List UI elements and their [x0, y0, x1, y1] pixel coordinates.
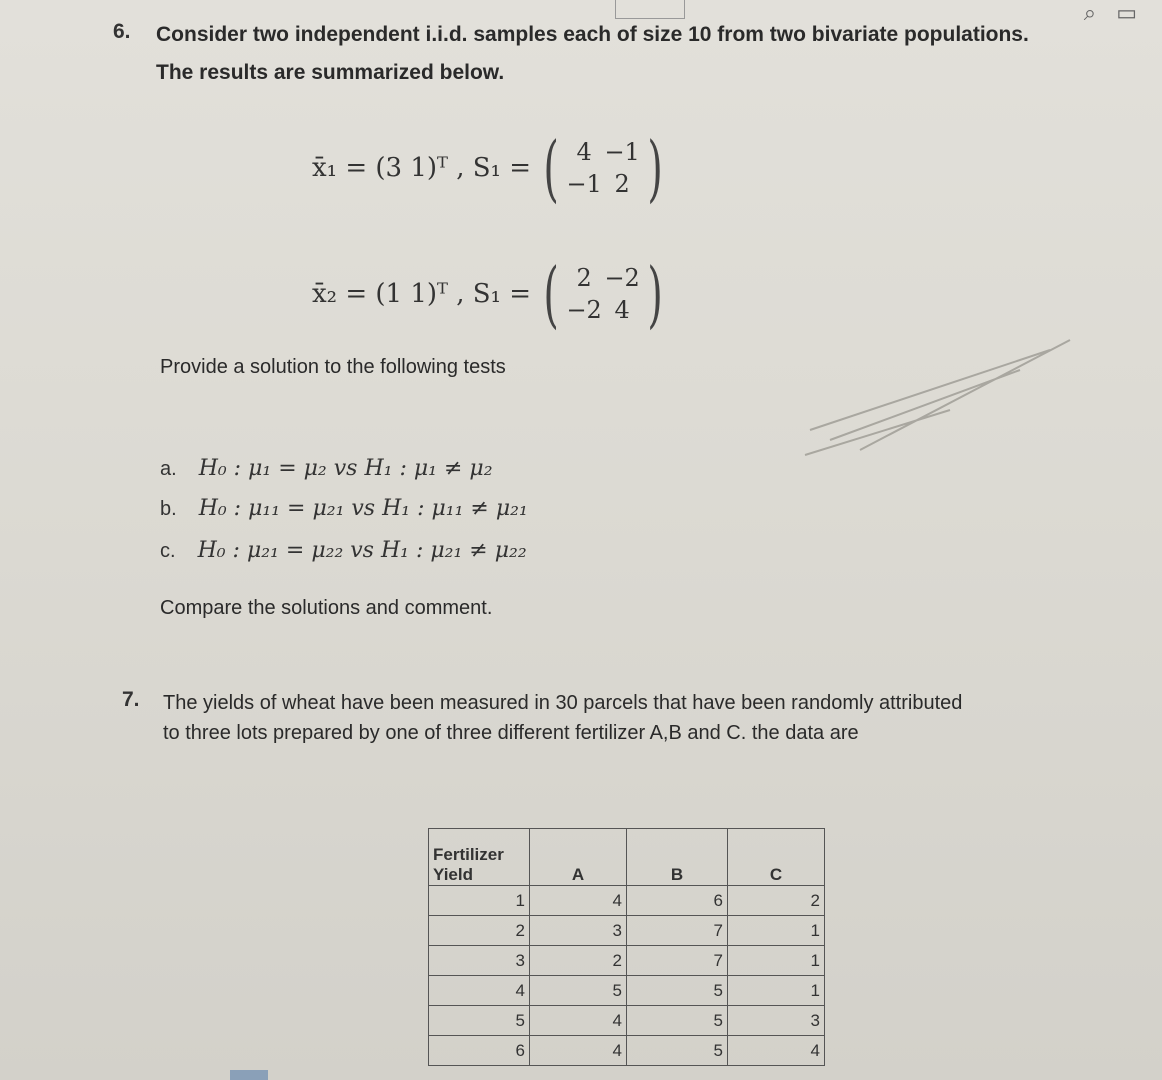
table-cell: 5 [429, 1006, 530, 1036]
table-cell: 7 [627, 916, 728, 946]
question-7-number: 7. [122, 688, 140, 711]
table-header-row [429, 829, 825, 886]
test-c [160, 538, 527, 563]
header-fertilizer-yield [429, 829, 530, 886]
matrix-cell: −1 [604, 138, 640, 166]
table-cell: 2 [530, 946, 627, 976]
question-6-number: 6. [113, 20, 131, 43]
header-column-a: A [530, 829, 627, 886]
table-row [429, 886, 825, 916]
matrix-cell: −1 [566, 170, 602, 198]
table-cell: 3 [728, 1006, 825, 1036]
table-cell: 3 [429, 946, 530, 976]
table-cell: 6 [429, 1036, 530, 1066]
table-cell: 2 [728, 886, 825, 916]
table-cell: 5 [627, 1036, 728, 1066]
question-7-line-2: to three lots prepared by one of three different fertilizer A,B and C. the data are [163, 722, 859, 744]
matrix-cell: 2 [614, 170, 630, 198]
matrix-cell: 2 [576, 264, 592, 292]
test-label: a. [160, 458, 177, 480]
pencil-scribble [800, 330, 1080, 470]
test-label: b. [160, 498, 177, 520]
test-hypothesis: H₀ : μ₁₁ = μ₂₁ vs H₁ : μ₁₁ ≠ μ₂₁ [198, 496, 528, 521]
table-cell: 1 [429, 886, 530, 916]
sample-1-formula [312, 126, 669, 210]
question-6-line-1: Consider two independent i.i.d. samples each of size 10 from two bivariate populations. [156, 23, 1029, 46]
sample-1-matrix: ( 4 −1 −1 2 ) [543, 126, 663, 210]
sample-2-matrix: ( 2 −2 −2 4 ) [543, 252, 663, 336]
tests-prompt: Provide a solution to the following tests [160, 356, 506, 378]
table-cell: 1 [728, 976, 825, 1006]
test-a [160, 456, 493, 481]
compare-text: Compare the solutions and comment. [160, 597, 493, 619]
test-label: c. [160, 540, 176, 562]
table-cell: 5 [627, 1006, 728, 1036]
search-icon[interactable]: ⌕ [1083, 0, 1097, 25]
table-cell: 6 [627, 886, 728, 916]
question-7-line-1: The yields of wheat have been measured in 30 parcels that have been randomly attributed [163, 692, 963, 714]
table-cell: 5 [627, 976, 728, 1006]
table-cell: 3 [530, 916, 627, 946]
test-b [160, 496, 528, 521]
table-cell: 1 [728, 916, 825, 946]
sample-1-lhs: x̄₁ = (3 1)ᵀ , S₁ = [312, 153, 532, 183]
top-frame [615, 0, 685, 19]
header-column-c: C [728, 829, 825, 886]
table-row [429, 946, 825, 976]
question-6-line-2: The results are summarized below. [156, 61, 505, 84]
table-cell: 5 [530, 976, 627, 1006]
matrix-cell: −2 [604, 264, 640, 292]
table-cell: 4 [530, 886, 627, 916]
header-fertilizer: Fertilizer [433, 845, 504, 864]
table-row [429, 1006, 825, 1036]
table-cell: 1 [728, 946, 825, 976]
taskbar-icon[interactable] [230, 1070, 268, 1080]
top-toolbar [1070, 0, 1137, 26]
sample-2-formula [312, 252, 669, 336]
table-cell: 7 [627, 946, 728, 976]
header-column-b: B [627, 829, 728, 886]
table-cell: 4 [429, 976, 530, 1006]
table-row [429, 916, 825, 946]
header-yield: Yield [433, 865, 473, 884]
table-row [429, 1036, 825, 1066]
table-cell: 4 [530, 1006, 627, 1036]
matrix-cell: 4 [576, 138, 592, 166]
test-hypothesis: H₀ : μ₂₁ = μ₂₂ vs H₁ : μ₂₁ ≠ μ₂₂ [197, 538, 527, 563]
table-cell: 4 [530, 1036, 627, 1066]
sample-2-lhs: x̄₂ = (1 1)ᵀ , S₁ = [312, 279, 532, 309]
test-hypothesis: H₀ : μ₁ = μ₂ vs H₁ : μ₁ ≠ μ₂ [198, 456, 493, 481]
table-cell: 2 [429, 916, 530, 946]
matrix-cell: 4 [614, 296, 630, 324]
yield-table [428, 828, 825, 1066]
table-row [429, 976, 825, 1006]
table-cell: 4 [728, 1036, 825, 1066]
window-icon[interactable]: ▭ [1116, 0, 1137, 25]
matrix-cell: −2 [566, 296, 602, 324]
